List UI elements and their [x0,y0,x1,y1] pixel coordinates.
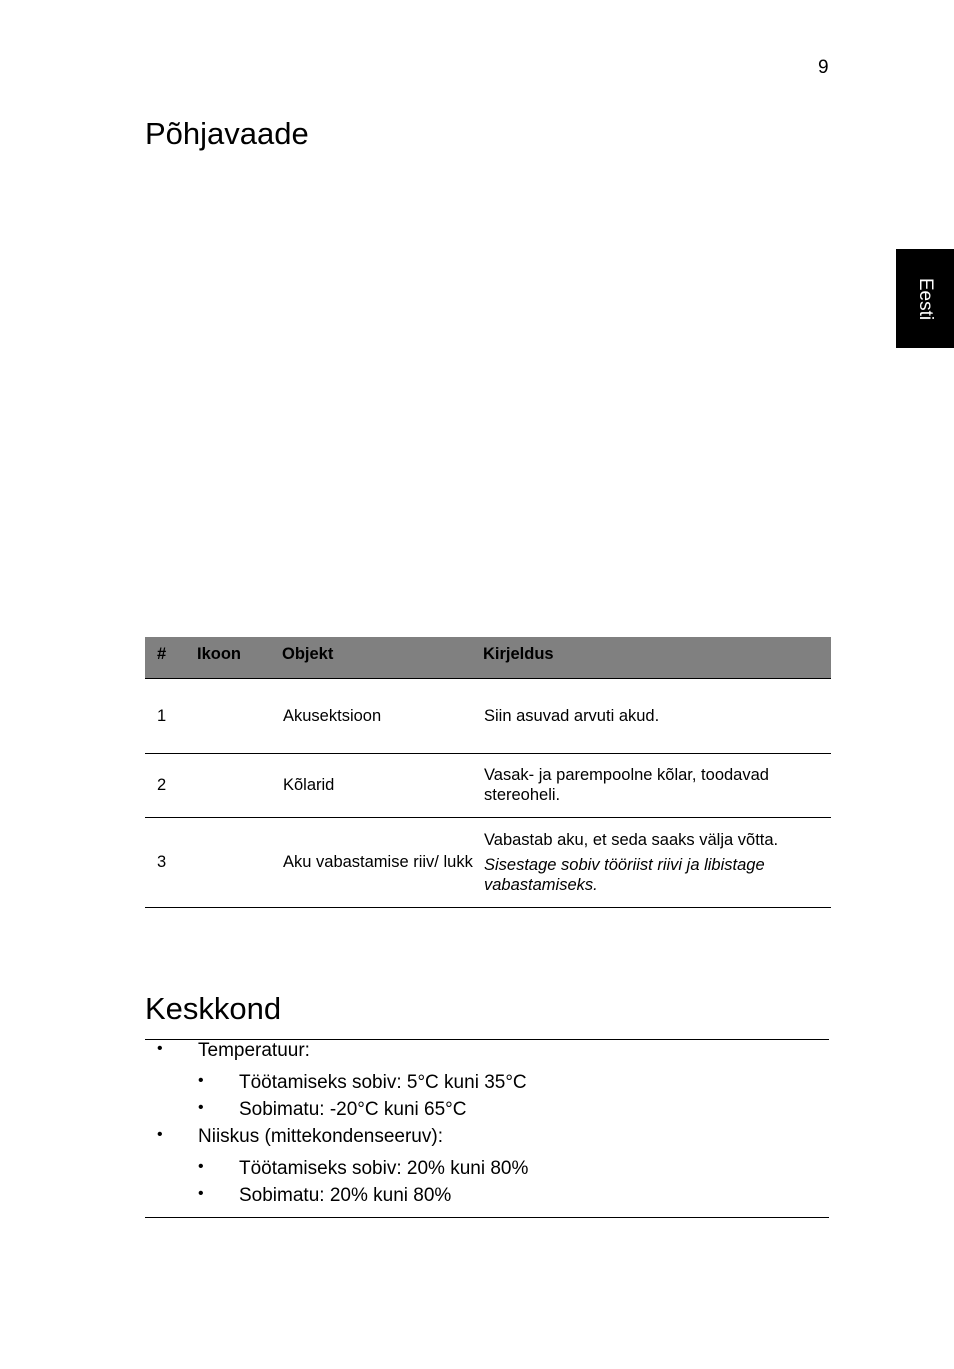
table-header-number: # [145,637,197,678]
list-subitem [145,1072,829,1094]
list-item [145,1040,829,1062]
table-row [145,817,831,907]
list-subitem-label: Töötamiseks sobiv: 5°C kuni 35°C [239,1072,527,1093]
table-header-object: Objekt [282,637,483,678]
bottom-view-title: Põhjavaade [145,116,309,151]
row-description-text: Siin asuvad arvuti akud. [484,706,660,725]
row-icon [197,817,282,907]
bullet-icon: • [157,1126,163,1143]
table-header-row [145,637,831,678]
row-object: Aku vabastamise riiv/ lukk [282,817,483,907]
list-subitem [145,1099,829,1121]
row-description-note: Sisestage sobiv tööriist riivi ja libistage vabastamiseks. [484,855,765,894]
component-table [145,637,831,908]
table-header-description: Kirjeldus [483,637,831,678]
bullet-icon: • [198,1099,204,1116]
environment-title: Keskkond [145,991,282,1026]
row-description [483,817,831,907]
environment-list [145,1040,829,1207]
environment-specs [145,1039,829,1218]
row-icon [197,678,282,753]
list-subitem-label: Töötamiseks sobiv: 20% kuni 80% [239,1158,529,1179]
bullet-icon: • [198,1072,204,1089]
row-icon [197,753,282,817]
list-subitem [145,1185,829,1207]
table-row [145,753,831,817]
list-item [145,1126,829,1148]
list-subitem-label: Sobimatu: 20% kuni 80% [239,1185,452,1206]
row-description [483,753,831,817]
language-tab [896,249,954,348]
list-subitem-label: Sobimatu: -20°C kuni 65°C [239,1099,467,1120]
list-subitem [145,1158,829,1180]
row-object: Kõlarid [282,753,483,817]
bullet-icon: • [157,1040,163,1057]
row-number: 3 [145,817,197,907]
row-description-text: Vabastab aku, et seda saaks välja võtta. [484,830,779,849]
table-header-icon: Ikoon [197,637,282,678]
language-tab-label: Eesti [915,277,936,320]
row-description [483,678,831,753]
row-description-text: Vasak- ja parempoolne kõlar, toodavad stereoheli. [484,766,769,804]
row-number: 1 [145,678,197,753]
page-number: 9 [818,57,829,78]
bullet-icon: • [198,1185,204,1202]
list-item-label: Temperatuur: [198,1040,310,1061]
table-row [145,678,831,753]
row-object: Akusektsioon [282,678,483,753]
row-number: 2 [145,753,197,817]
list-item-label: Niiskus (mittekondenseeruv): [198,1126,443,1147]
bullet-icon: • [198,1158,204,1175]
